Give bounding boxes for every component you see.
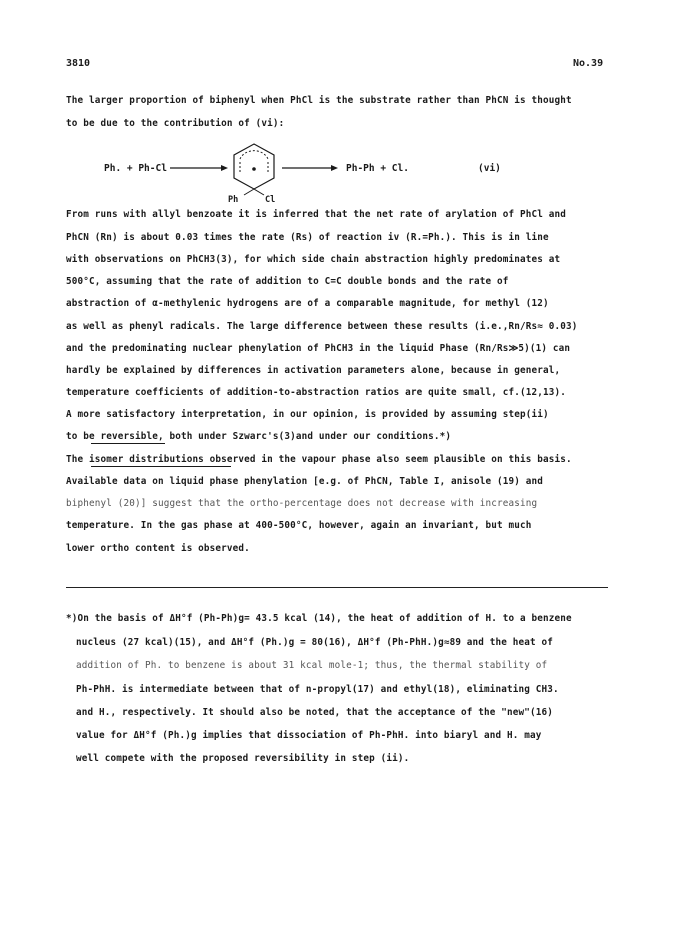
- body-line: From runs with allyl benzoate it is inferred that the net rate of arylation of PhCl and: [66, 209, 567, 220]
- body-line: and the predominating nuclear phenylation of PhCH3 in the liquid Phase (Rn/Rs≫5)(1) can: [66, 343, 571, 354]
- arrow-2-head: [331, 165, 338, 171]
- delocalized-arc: [240, 151, 268, 159]
- footnote-line: value for ΔH°f (Ph.)g implies that dissociation of Ph-PhH. into biaryl and H. may: [76, 730, 542, 741]
- body-line: hardly be explained by differences in activation parameters alone, because in general,: [66, 365, 561, 376]
- arrow-1-head: [221, 165, 228, 171]
- subst-cl: Cl: [265, 195, 276, 204]
- underline-reversible: [91, 443, 165, 444]
- footnote-line: *)On the basis of ΔH°f (Ph-Ph)g= 43.5 kcal (14), the heat of addition of H. to a benzene: [66, 613, 572, 624]
- issue-number: No.39: [573, 58, 604, 69]
- body-line: 500°C, assuming that the rate of addition to C=C double bonds and the rate of: [66, 276, 509, 287]
- body-line-isomer: The isomer distributions observed in the vapour phase also seem plausible on this basis.: [66, 454, 572, 465]
- intro-line: The larger proportion of biphenyl when PhCl is the substrate rather than PhCN is thought: [66, 95, 572, 106]
- footnote-line: and H., respectively. It should also be noted, that the acceptance of the "new"(16): [76, 707, 554, 718]
- scheme-label: (vi): [478, 163, 501, 174]
- page-number: 3810: [66, 58, 91, 69]
- scheme-products: Ph-Ph + Cl.: [346, 163, 409, 174]
- body-line: as well as phenyl radicals. The large difference between these results (i.e.,Rn/Rs≈ 0.03): [66, 321, 578, 332]
- body-line: abstraction of α-methylenic hydrogens are of a comparable magnitude, for methyl (12): [66, 298, 549, 309]
- footnote-rule: [66, 587, 608, 588]
- bond-to-ph: [244, 189, 254, 195]
- body-line: PhCN (Rn) is about 0.03 times the rate (Rs) of reaction iv (R.=Ph.). This is in line: [66, 232, 549, 243]
- body-line-faint: biphenyl (20)] suggest that the ortho-percentage does not decrease with increasing: [66, 498, 538, 509]
- body-line: temperature coefficients of addition-to-abstraction ratios are quite small, cf.(12,13).: [66, 387, 567, 398]
- footnote-line: nucleus (27 kcal)(15), and ΔH°f (Ph.)g = 80(16), ΔH°f (Ph-PhH.)g≈89 and the heat of: [76, 637, 554, 648]
- body-line: lower ortho content is observed.: [66, 543, 250, 554]
- reaction-scheme-vi: [0, 138, 680, 204]
- body-line: Available data on liquid phase phenylation [e.g. of PhCN, Table I, anisole (19) and: [66, 476, 544, 487]
- footnote-line: well compete with the proposed reversibility in step (ii).: [76, 753, 410, 764]
- scheme-reactants: Ph. + Ph-Cl: [104, 163, 167, 174]
- intro-line: to be due to the contribution of (vi):: [66, 118, 285, 129]
- radical-dot: [252, 167, 256, 171]
- footnote-line-faint: addition of Ph. to benzene is about 31 kcal mole-1; thus, the thermal stability of: [76, 660, 548, 671]
- body-line-reversible: to be reversible, both under Szwarc's(3)and under our conditions.*): [66, 431, 452, 442]
- footnote-line: Ph-PhH. is intermediate between that of n-propyl(17) and ethyl(18), eliminating CH3.: [76, 684, 559, 695]
- underline-isomer-distributions: [91, 466, 231, 467]
- body-line: with observations on PhCH3(3), for which side chain abstraction highly predominates at: [66, 254, 561, 265]
- body-line: A more satisfactory interpretation, in our opinion, is provided by assuming step(ii): [66, 409, 549, 420]
- body-line: temperature. In the gas phase at 400-500°C, however, again an invariant, but much: [66, 520, 532, 531]
- bond-to-cl: [254, 189, 264, 195]
- subst-ph: Ph: [228, 195, 239, 204]
